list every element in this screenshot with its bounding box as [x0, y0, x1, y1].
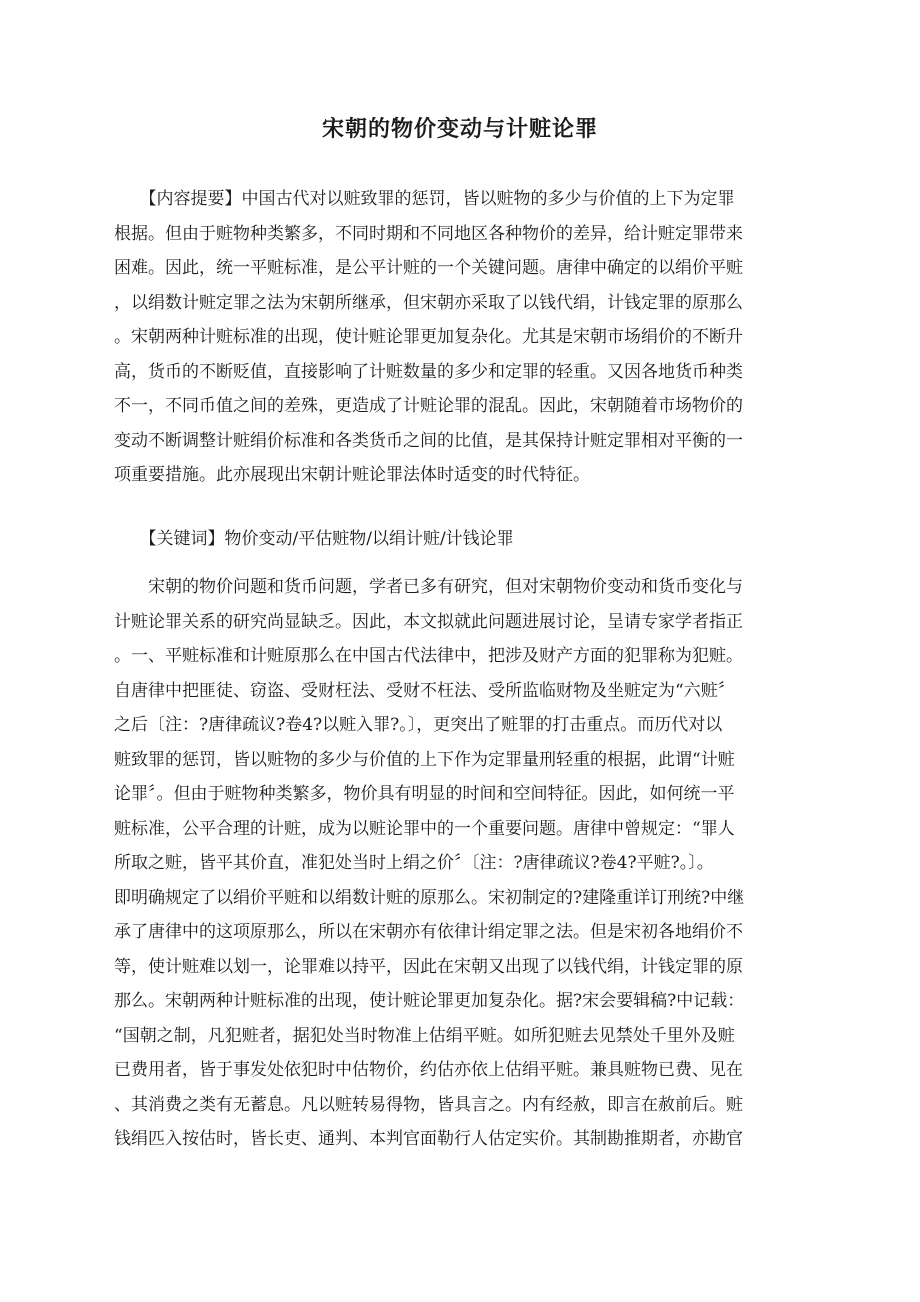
text-line: 之后〔注：?唐律疏议?卷4?以赃入罪?。〕，更突出了赃罪的打击重点。而历代对以: [114, 715, 723, 735]
text-line: 高，货币的不断贬值，直接影响了计赃数量的多少和定罪的轻重。又因各地货币种类: [114, 361, 743, 382]
text-line: 困难。因此，统一平赃标准，是公平计赃的一个关键问题。唐律中确定的以绢价平赃: [114, 258, 743, 278]
text-line: 宋朝的物价问题和货币问题，学者已多有研究，但对宋朝物价变动和货币变化与: [114, 577, 743, 597]
text-line: 。一、平赃标准和计赃原那么在中国古代法律中，把涉及财产方面的犯罪称为犯赃。: [114, 646, 743, 666]
text-line: 等，使计赃难以划一，论罪难以持平，因此在宋朝又出现了以钱代绢，计钱定罪的原: [114, 956, 743, 977]
text-line: 那么。宋朝两种计赃标准的出现，使计赃论罪更加复杂化。据?宋会要辑稿?中记载：: [114, 991, 745, 1011]
text-line: 承了唐律中的这项原那么，所以在宋朝亦有依律计绢定罪之法。但是宋初各地绢价不: [114, 922, 743, 942]
text-line: 论罪〞。但由于赃物种类繁多，物价具有明显的时间和空间特征。因此，如何统一平: [114, 784, 735, 804]
text-line: 已费用者，皆于事发处依犯时中估物价，约估亦依上估绢平赃。兼具赃物已费、见在: [114, 1060, 743, 1080]
abstract-paragraph: [114, 182, 802, 493]
text-line: ，以绢数计赃定罪之法为宋朝所继承，但宋朝亦采取了以钱代绢，计钱定罪的原那么: [114, 292, 743, 313]
text-line: “国朝之制，凡犯赃者，据犯处当时物准上估绢平赃。如所犯赃去见禁处千里外及赃: [114, 1025, 735, 1046]
text-line: 变动不断调整计赃绢价标准和各类货币之间的比值，是其保持计赃定罪相对平衡的一: [114, 430, 743, 451]
text-line: 赃标准，公平合理的计赃，成为以赃论罪中的一个重要问题。唐律中曾规定：“罪人: [114, 818, 735, 839]
body-paragraph: [114, 570, 802, 1157]
document-title: 宋朝的物价变动与计赃论罪: [321, 116, 598, 142]
text-line: 。宋朝两种计赃标准的出现，使计赃论罪更加复杂化。尤其是宋朝市场绢价的不断升: [114, 327, 743, 347]
keywords-line: [114, 522, 802, 557]
text-line: 根据。但由于赃物种类繁多，不同时期和不同地区各种物价的差异，给计赃定罪带来: [114, 223, 743, 244]
text-line: 【内容提要】中国古代对以赃致罪的惩罚，皆以赃物的多少与价值的上下为定罪: [114, 189, 735, 209]
text-line: 所取之赃，皆平其价直，准犯处当时上绢之价〞〔注：?唐律疏议?卷4?平赃?。〕。: [114, 853, 714, 873]
text-line: 计赃论罪关系的研究尚显缺乏。因此，本文拟就此问题进展讨论，呈请专家学者指正: [114, 611, 743, 632]
text-line: 赃致罪的惩罚，皆以赃物的多少与价值的上下作为定罪量刑轻重的根据，此谓“计赃: [114, 749, 735, 770]
text-line: 、其消费之类有无蓄息。凡以赃转易得物，皆具言之。内有经赦，即言在赦前后。赃: [114, 1094, 743, 1115]
text-line: 不一，不同币值之间的差殊，更造成了计赃论罪的混乱。因此，宋朝随着市场物价的: [114, 396, 743, 416]
text-line: 自唐律中把匪徒、窃盗、受财枉法、受财不枉法、受所监临财物及坐赃定为“六赃〞: [114, 680, 735, 701]
text-line: 即明确规定了以绢价平赃和以绢数计赃的原那么。宋初制定的?建隆重详订刑统?中继: [114, 887, 745, 908]
text-line: 钱绢匹入按估时，皆长吏、通判、本判官面勒行人估定实价。其制勘推期者，亦勘官: [114, 1129, 743, 1149]
text-line: 项重要措施。此亦展现出宋朝计赃论罪法体时适变的时代特征。: [114, 465, 590, 485]
keywords-text: 【关键词】物价变动/平估赃物/以绢计赃/计钱论罪: [114, 529, 514, 549]
